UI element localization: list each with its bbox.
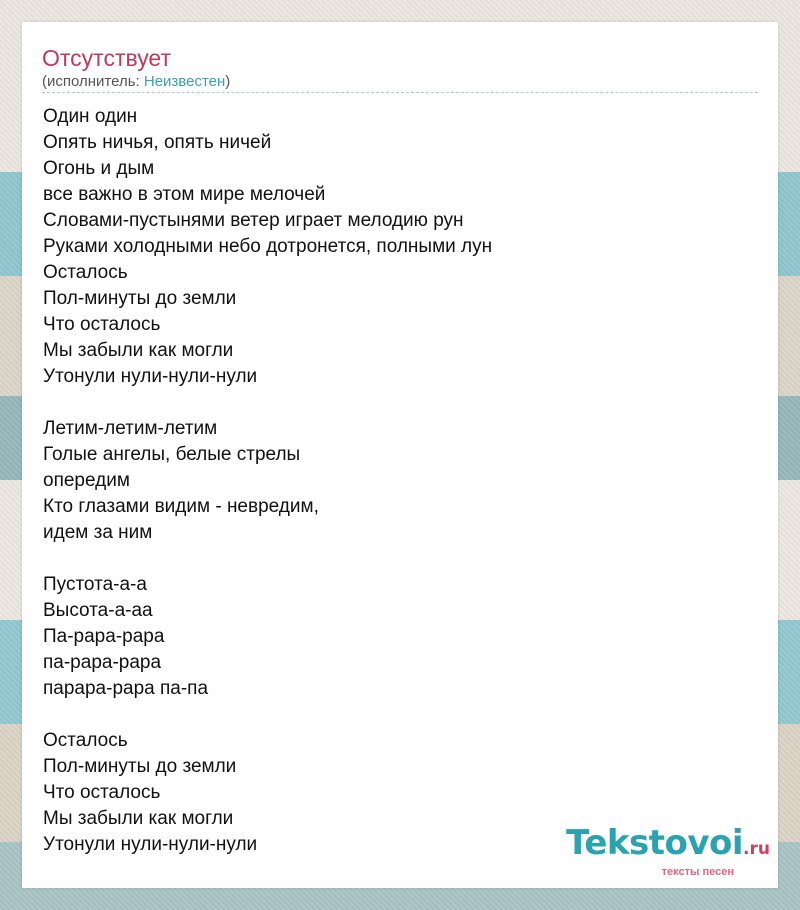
lyric-line: Один один: [43, 106, 138, 127]
lyrics-text: [43, 104, 492, 858]
artist-line: [42, 73, 230, 91]
lyric-line: Высота-а-аа: [43, 600, 153, 621]
title-divider: [42, 92, 758, 93]
lyric-line: Осталось: [43, 730, 128, 751]
lyric-line: Руками холодными небо дотронется, полными лун: [43, 236, 493, 257]
lyric-line: Пол-минуты до земли: [43, 288, 237, 309]
lyric-line: Пустота-а-а: [43, 574, 147, 595]
lyric-line: Кто глазами видим - невредим,: [43, 496, 319, 517]
lyric-line: Что осталось: [43, 314, 161, 335]
lyric-line: Утонули нули-нули-нули: [43, 366, 258, 387]
lyric-line: Мы забыли как могли: [43, 808, 234, 829]
lyric-blank-line: [43, 390, 492, 416]
lyric-line: все важно в этом мире мелочей: [43, 184, 326, 205]
lyric-line: парара-рара па-па: [43, 678, 209, 699]
logo-tagline: тексты песен: [661, 866, 734, 878]
lyric-line: Что осталось: [43, 782, 161, 803]
artist-suffix: ): [225, 73, 231, 90]
lyric-line: Пол-минуты до земли: [43, 756, 237, 777]
song-title: Отсутствует: [42, 45, 171, 71]
lyric-line: Опять ничья, опять ничей: [43, 132, 272, 153]
lyric-line: Словами-пустынями ветер играет мелодию рун: [43, 210, 464, 231]
logo-wordmark: [566, 825, 770, 867]
lyric-line: па-рара-рара: [43, 652, 162, 673]
site-logo[interactable]: [566, 825, 770, 878]
lyric-line: идем за ним: [43, 522, 153, 543]
lyric-line: Утонули нули-нули-нули: [43, 834, 258, 855]
lyric-line: Па-рара-рара: [43, 626, 165, 647]
lyric-line: Огонь и дым: [43, 158, 155, 179]
lyric-line: опередим: [43, 470, 130, 491]
lyric-blank-line: [43, 702, 492, 728]
logo-domain: .ru: [743, 839, 770, 859]
lyric-line: Мы забыли как могли: [43, 340, 234, 361]
logo-main-text: Tekstovoi: [566, 823, 744, 863]
lyric-line: Осталось: [43, 262, 128, 283]
lyric-blank-line: [43, 546, 492, 572]
artist-link[interactable]: Неизвестен: [143, 73, 226, 90]
lyric-line: Летим-летим-летим: [43, 418, 218, 439]
lyric-line: Голые ангелы, белые стрелы: [43, 444, 301, 465]
lyrics-card: [22, 22, 778, 888]
artist-prefix: (исполнитель:: [42, 73, 144, 90]
